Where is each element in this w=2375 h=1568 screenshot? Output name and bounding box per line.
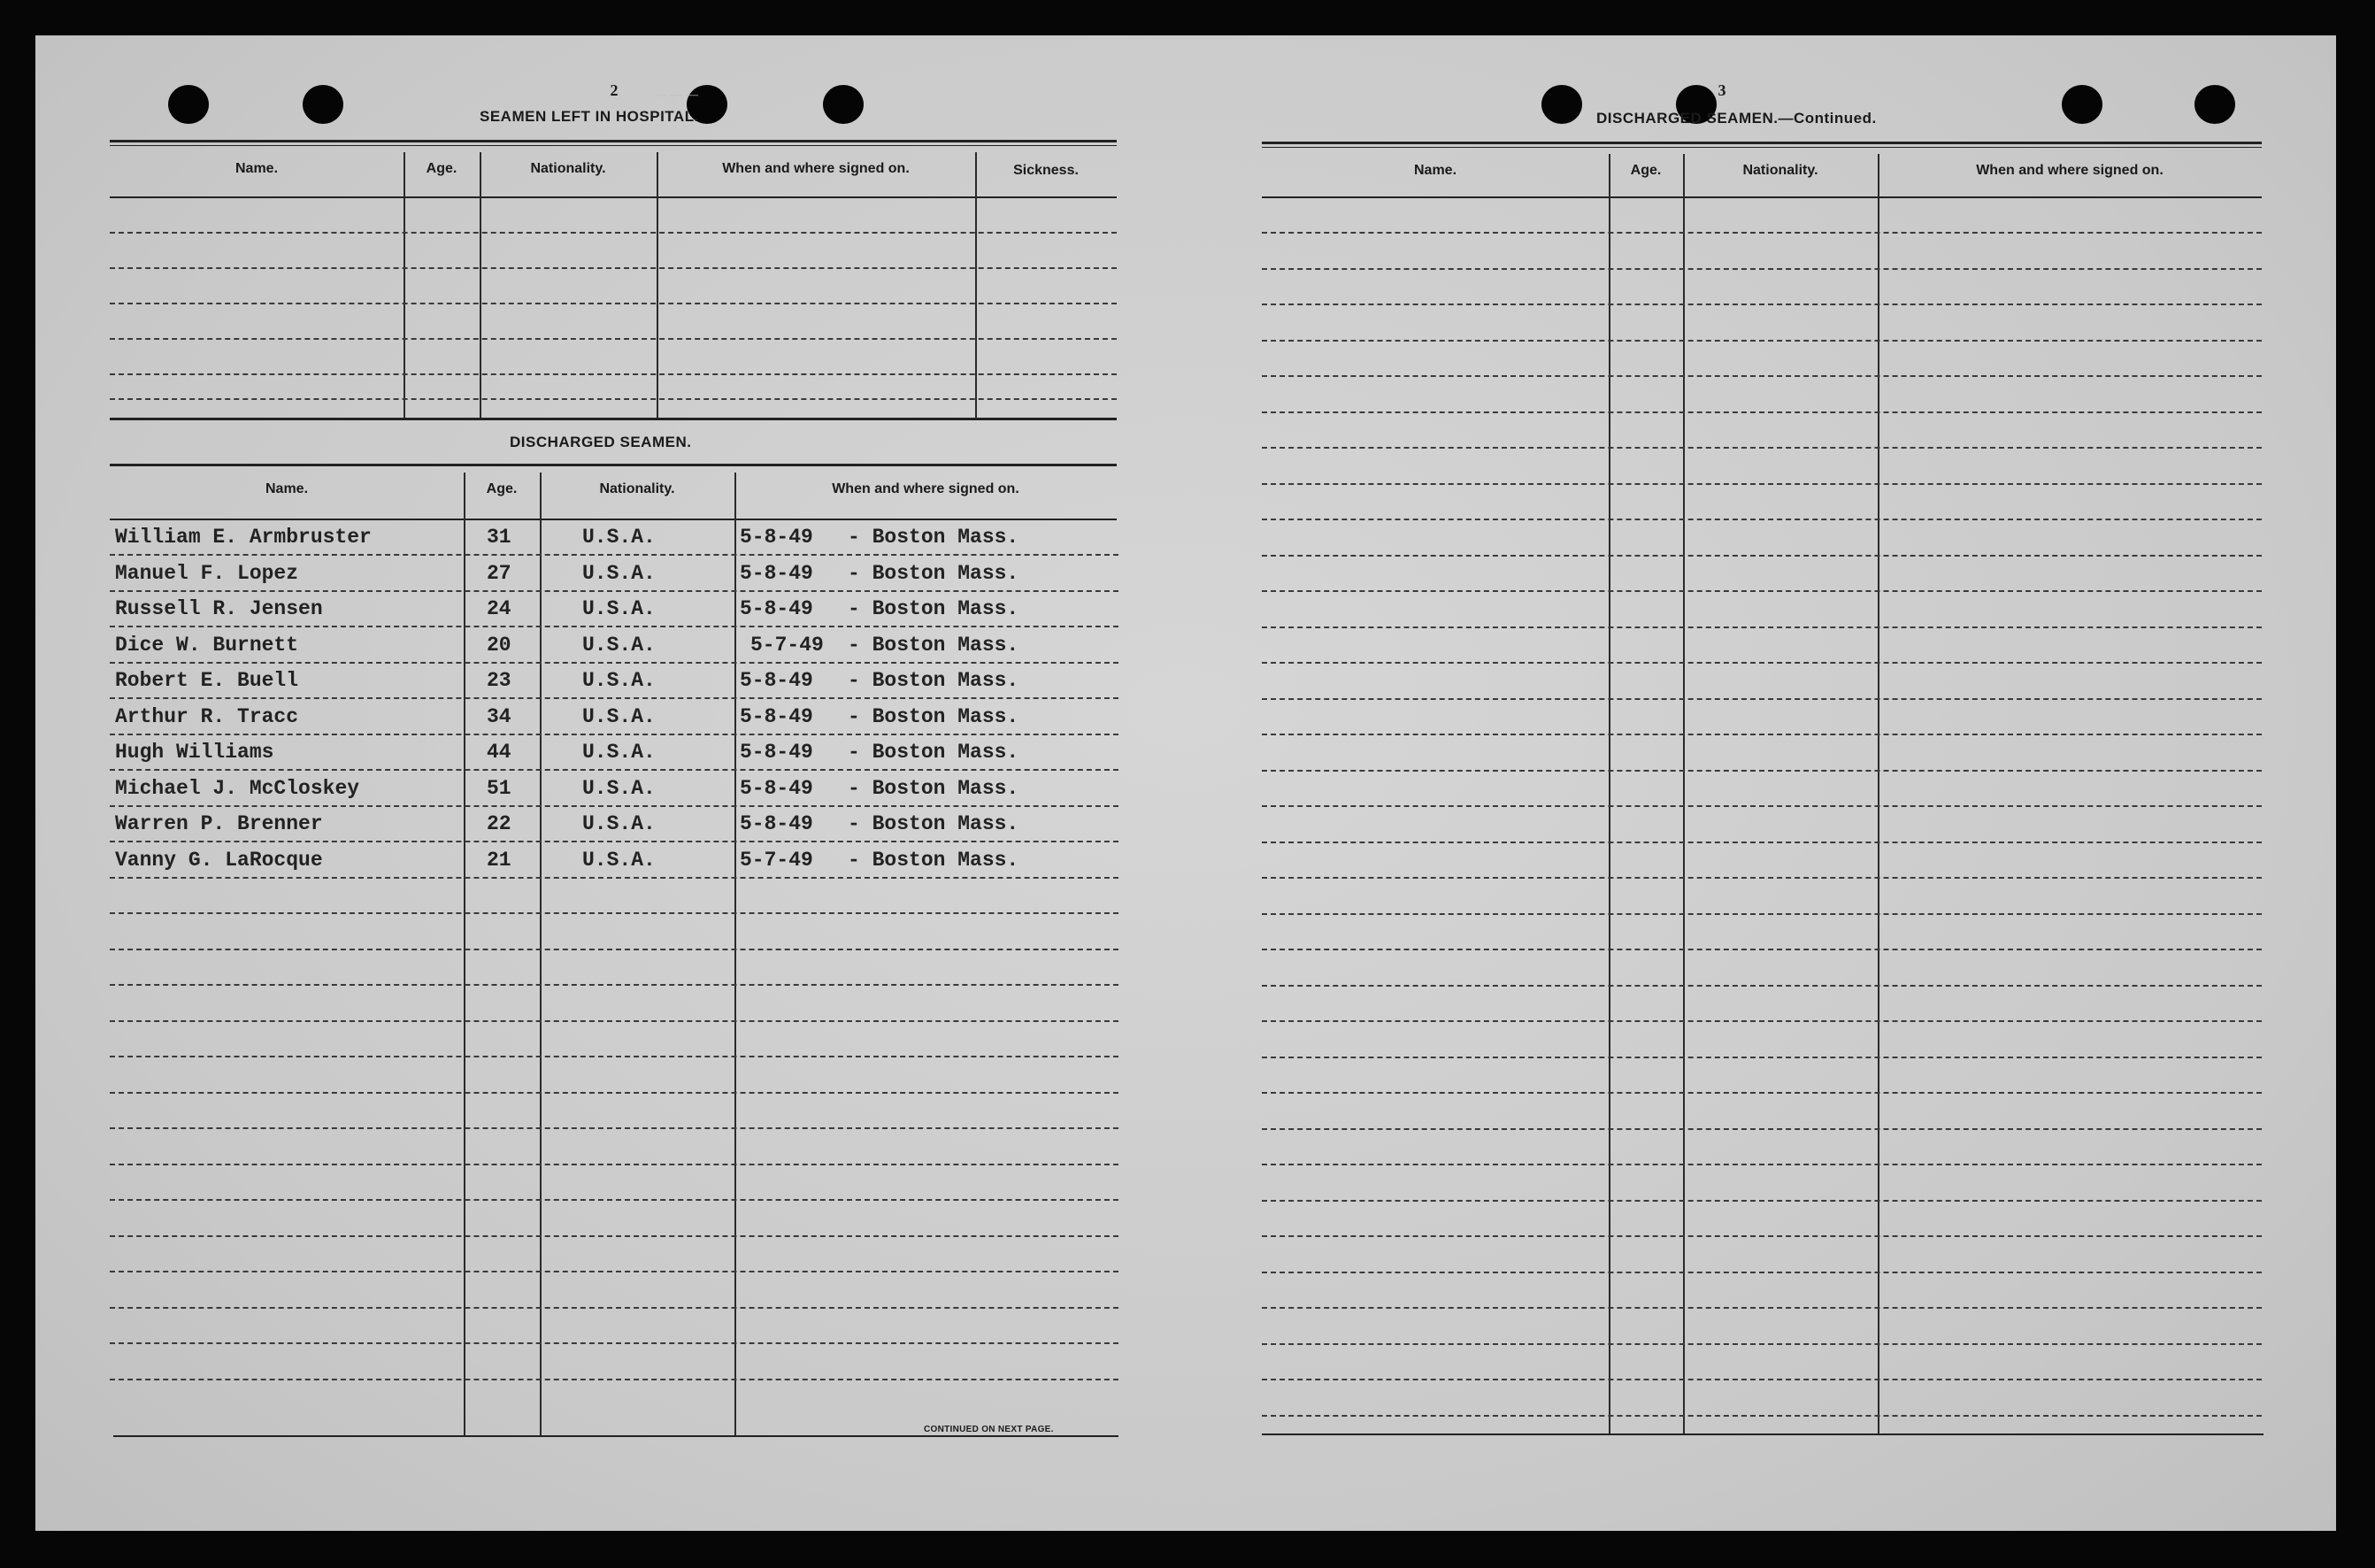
discharged-row-line: [110, 590, 1118, 592]
right-row-line: [1262, 1343, 2262, 1345]
discharged-row-line: [110, 877, 1118, 879]
discharged-section-title: DISCHARGED SEAMEN.: [510, 434, 692, 450]
discharged-row-line: [110, 1127, 1118, 1129]
hospital-col-sickness: Sickness.: [1013, 163, 1079, 178]
right-header-rule: [1262, 196, 2262, 198]
punch-hole: [1541, 85, 1582, 124]
discharged-row-line: [110, 805, 1118, 807]
right-row-line: [1262, 340, 2262, 342]
right-row-line: [1262, 1235, 2262, 1237]
discharged-row-line: [110, 734, 1118, 735]
seaman-name: Vanny G. LaRocque: [115, 848, 323, 872]
punch-hole: [823, 85, 864, 124]
seaman-signed-place: - Boston Mass.: [848, 704, 1019, 728]
seaman-age: 31: [487, 526, 511, 549]
hospital-row-line: [110, 398, 1117, 400]
seaman-name: Dice W. Burnett: [115, 633, 299, 657]
seaman-age: 27: [487, 561, 511, 585]
hospital-section-title: SEAMEN LEFT IN HOSPITAL.: [480, 108, 699, 125]
discharged-bottom-rule: [113, 1435, 1118, 1437]
right-row-line: [1262, 877, 2262, 879]
hospital-divider: [404, 152, 405, 418]
right-row-line: [1262, 913, 2262, 915]
right-row-line: [1262, 304, 2262, 305]
seaman-nationality: U.S.A.: [582, 848, 656, 872]
hospital-divider: [480, 152, 481, 418]
seaman-name: Manuel F. Lopez: [115, 561, 299, 585]
hospital-col-age: Age.: [426, 161, 457, 176]
seaman-signed-place: - Boston Mass.: [848, 776, 1019, 800]
seaman-signed-date: 5-7-49: [750, 633, 824, 657]
seaman-signed-date: 5-8-49: [740, 597, 813, 620]
right-row-line: [1262, 949, 2262, 950]
right-bottom-rule: [1262, 1433, 2264, 1435]
hospital-top-rule: [110, 140, 1117, 142]
right-row-line: [1262, 1128, 2262, 1130]
seaman-age: 20: [487, 633, 511, 657]
right-row-line: [1262, 1057, 2262, 1058]
discharged-row-line: [110, 662, 1118, 664]
hospital-divider: [657, 152, 658, 418]
seaman-nationality: U.S.A.: [582, 669, 656, 692]
right-row-line: [1262, 1272, 2262, 1273]
hospital-top-rule-thin: [110, 145, 1117, 146]
seaman-signed-date: 5-8-49: [740, 776, 813, 800]
seaman-signed-date: 5-8-49: [740, 526, 813, 549]
right-row-line: [1262, 770, 2262, 772]
right-page-number: 3: [1718, 81, 1726, 99]
seaman-name: Warren P. Brenner: [115, 812, 323, 835]
right-col-nationality: Nationality.: [1742, 163, 1818, 178]
seaman-signed-place: - Boston Mass.: [848, 526, 1019, 549]
right-top-rule-thin: [1262, 147, 2262, 148]
right-section-title: DISCHARGED SEAMEN.—Continued.: [1596, 110, 1877, 127]
discharged-col-nationality: Nationality.: [599, 481, 675, 496]
continued-note: CONTINUED ON NEXT PAGE.: [924, 1425, 1054, 1434]
discharged-row-line: [110, 1199, 1118, 1201]
seaman-name: Russell R. Jensen: [115, 597, 323, 620]
right-row-line: [1262, 1307, 2262, 1309]
right-row-line: [1262, 232, 2262, 234]
hospital-bottom-rule: [110, 418, 1117, 420]
seaman-signed-date: 5-8-49: [740, 741, 813, 764]
seaman-name: Michael J. McCloskey: [115, 776, 360, 800]
seaman-name: Robert E. Buell: [115, 669, 299, 692]
seaman-nationality: U.S.A.: [582, 704, 656, 728]
right-row-line: [1262, 1092, 2262, 1094]
discharged-row-line: [110, 841, 1118, 842]
right-row-line: [1262, 734, 2262, 735]
right-row-line: [1262, 447, 2262, 449]
right-row-line: [1262, 268, 2262, 270]
discharged-divider: [540, 473, 542, 1435]
left-page-number: 2: [610, 81, 619, 99]
seaman-age: 44: [487, 741, 511, 764]
discharged-row-line: [110, 626, 1118, 627]
discharged-row-line: [110, 1379, 1118, 1380]
seaman-nationality: U.S.A.: [582, 597, 656, 620]
right-row-line: [1262, 375, 2262, 377]
hospital-col-name: Name.: [234, 161, 279, 176]
hospital-row-line: [110, 232, 1117, 234]
discharged-row-line: [110, 554, 1118, 556]
right-col-name: Name.: [1413, 163, 1457, 178]
right-row-line: [1262, 590, 2262, 592]
discharged-top-rule: [110, 464, 1117, 466]
right-row-line: [1262, 1164, 2262, 1165]
bleed-through-text: — — —: [655, 88, 698, 102]
right-row-line: [1262, 411, 2262, 413]
right-row-line: [1262, 1200, 2262, 1202]
seaman-nationality: U.S.A.: [582, 526, 656, 549]
seaman-signed-place: - Boston Mass.: [848, 633, 1019, 657]
document-sheet: [35, 35, 2336, 1531]
right-divider: [1878, 154, 1879, 1433]
right-row-line: [1262, 1020, 2262, 1022]
right-divider: [1609, 154, 1610, 1433]
seaman-age: 34: [487, 704, 511, 728]
discharged-row-line: [110, 1307, 1118, 1309]
discharged-header-rule: [110, 519, 1117, 520]
hospital-row-line: [110, 303, 1117, 304]
right-row-line: [1262, 1415, 2262, 1417]
punch-hole: [303, 85, 343, 124]
seaman-age: 23: [487, 669, 511, 692]
discharged-col-signed-on: When and where signed on.: [832, 481, 1019, 496]
right-row-line: [1262, 519, 2262, 520]
seaman-nationality: U.S.A.: [582, 561, 656, 585]
discharged-row-line: [110, 984, 1118, 986]
seaman-age: 24: [487, 597, 511, 620]
seaman-name: Hugh Williams: [115, 741, 274, 764]
seaman-age: 22: [487, 812, 511, 835]
seaman-nationality: U.S.A.: [582, 741, 656, 764]
seaman-signed-date: 5-7-49: [740, 848, 813, 872]
discharged-row-line: [110, 697, 1118, 699]
discharged-row-line: [110, 1164, 1118, 1165]
seaman-signed-place: - Boston Mass.: [848, 812, 1019, 835]
discharged-divider: [464, 473, 465, 1435]
seaman-signed-place: - Boston Mass.: [848, 561, 1019, 585]
discharged-divider: [734, 473, 736, 1435]
hospital-col-signed-on: When and where signed on.: [722, 161, 910, 176]
seaman-name: William E. Armbruster: [115, 526, 372, 549]
seaman-signed-place: - Boston Mass.: [848, 597, 1019, 620]
seaman-signed-date: 5-8-49: [740, 704, 813, 728]
seaman-signed-date: 5-8-49: [740, 561, 813, 585]
hospital-row-line: [110, 267, 1117, 269]
hospital-col-nationality: Nationality.: [530, 161, 606, 176]
discharged-row-line: [110, 912, 1118, 914]
discharged-row-line: [110, 1271, 1118, 1272]
seaman-signed-date: 5-8-49: [740, 669, 813, 692]
seaman-nationality: U.S.A.: [582, 633, 656, 657]
seaman-age: 21: [487, 848, 511, 872]
discharged-col-age: Age.: [486, 481, 518, 496]
discharged-row-line: [110, 1020, 1118, 1022]
discharged-row-line: [110, 1092, 1118, 1094]
seaman-nationality: U.S.A.: [582, 812, 656, 835]
discharged-row-line: [110, 1056, 1118, 1057]
right-row-line: [1262, 662, 2262, 664]
discharged-row-line: [110, 1342, 1118, 1344]
hospital-header-rule: [110, 196, 1117, 198]
right-col-age: Age.: [1630, 163, 1662, 178]
hospital-row-line: [110, 338, 1117, 340]
punch-hole: [2062, 85, 2102, 124]
seaman-signed-place: - Boston Mass.: [848, 848, 1019, 872]
seaman-signed-date: 5-8-49: [740, 812, 813, 835]
right-row-line: [1262, 698, 2262, 700]
seaman-signed-place: - Boston Mass.: [848, 741, 1019, 764]
discharged-row-line: [110, 769, 1118, 771]
discharged-row-line: [110, 1235, 1118, 1237]
hospital-divider: [975, 152, 977, 418]
right-row-line: [1262, 1379, 2262, 1380]
right-row-line: [1262, 555, 2262, 557]
seaman-signed-place: - Boston Mass.: [848, 669, 1019, 692]
right-divider: [1683, 154, 1685, 1433]
seaman-age: 51: [487, 776, 511, 800]
discharged-row-line: [110, 949, 1118, 950]
right-col-signed-on: When and where signed on.: [1976, 163, 2164, 178]
right-top-rule: [1262, 142, 2262, 144]
right-row-line: [1262, 805, 2262, 807]
punch-hole: [168, 85, 209, 124]
right-row-line: [1262, 842, 2262, 843]
punch-hole: [2194, 85, 2235, 124]
right-row-line: [1262, 483, 2262, 485]
seaman-name: Arthur R. Tracc: [115, 704, 299, 728]
seaman-nationality: U.S.A.: [582, 776, 656, 800]
right-row-line: [1262, 626, 2262, 628]
discharged-col-name: Name.: [265, 481, 309, 496]
right-row-line: [1262, 985, 2262, 987]
hospital-row-line: [110, 373, 1117, 375]
